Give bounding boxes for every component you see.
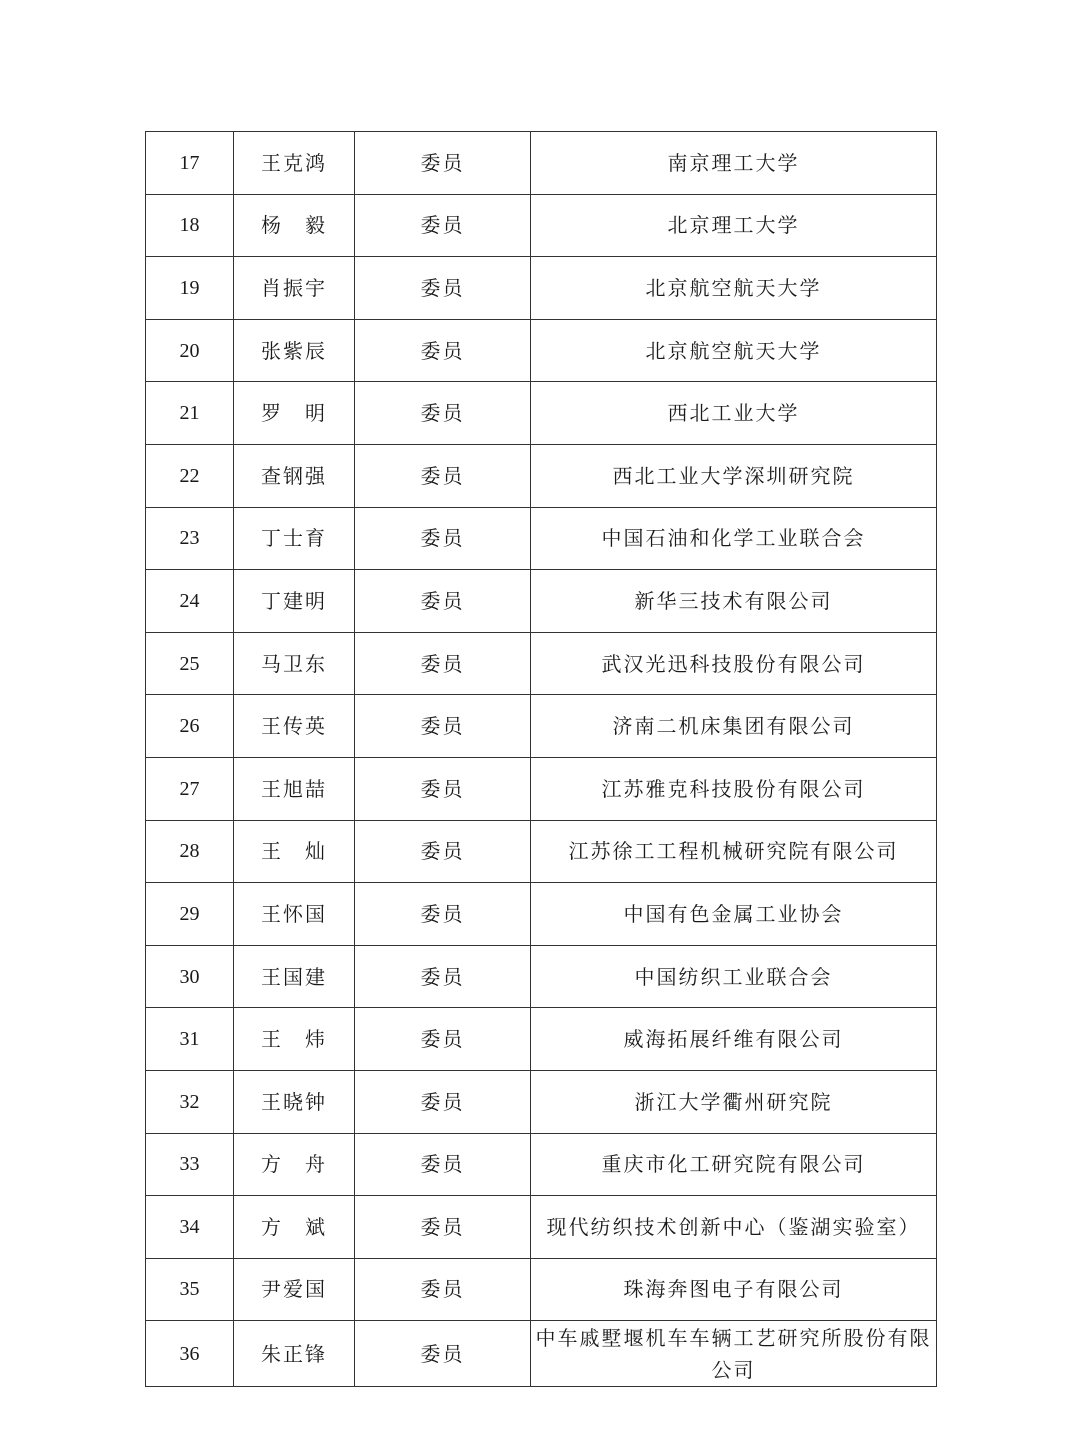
table-row [146, 319, 937, 382]
row-number: 23 [146, 507, 234, 570]
member-organization: 新华三技术有限公司 [531, 570, 937, 633]
row-number: 26 [146, 695, 234, 758]
table-row [146, 382, 937, 445]
member-name: 丁建明 [234, 570, 355, 633]
row-number: 25 [146, 632, 234, 695]
member-role: 委员 [355, 194, 531, 257]
table-row [146, 1321, 937, 1387]
table-row [146, 444, 937, 507]
member-organization: 北京理工大学 [531, 194, 937, 257]
member-name: 丁士育 [234, 507, 355, 570]
member-name: 方 舟 [234, 1133, 355, 1196]
row-number: 32 [146, 1070, 234, 1133]
member-role: 委员 [355, 883, 531, 946]
member-table-body [146, 132, 937, 1387]
row-number: 21 [146, 382, 234, 445]
table-row [146, 820, 937, 883]
row-number: 22 [146, 444, 234, 507]
row-number: 20 [146, 319, 234, 382]
member-role: 委员 [355, 1258, 531, 1321]
member-name: 罗 明 [234, 382, 355, 445]
member-name: 王旭喆 [234, 757, 355, 820]
table-row [146, 945, 937, 1008]
member-organization: 西北工业大学 [531, 382, 937, 445]
row-number: 30 [146, 945, 234, 1008]
member-organization-text: 中车戚墅堰机车车辆工艺研究所股份有限公司 [535, 1325, 932, 1382]
row-number: 27 [146, 757, 234, 820]
member-role: 委员 [355, 1008, 531, 1071]
member-organization: 中国有色金属工业协会 [531, 883, 937, 946]
member-organization: 北京航空航天大学 [531, 319, 937, 382]
member-organization: 江苏雅克科技股份有限公司 [531, 757, 937, 820]
row-number: 18 [146, 194, 234, 257]
member-organization: 珠海奔图电子有限公司 [531, 1258, 937, 1321]
member-name: 王怀国 [234, 883, 355, 946]
member-name: 王晓钟 [234, 1070, 355, 1133]
member-organization: 武汉光迅科技股份有限公司 [531, 632, 937, 695]
member-name: 查钢强 [234, 444, 355, 507]
member-name: 马卫东 [234, 632, 355, 695]
table-row [146, 132, 937, 195]
table-row [146, 1133, 937, 1196]
member-organization: 现代纺织技术创新中心（鉴湖实验室） [531, 1196, 937, 1259]
member-role: 委员 [355, 319, 531, 382]
member-role: 委员 [355, 382, 531, 445]
member-name: 王传英 [234, 695, 355, 758]
member-organization: 西北工业大学深圳研究院 [531, 444, 937, 507]
member-name: 朱正锋 [234, 1321, 355, 1387]
member-name: 杨 毅 [234, 194, 355, 257]
member-role: 委员 [355, 570, 531, 633]
member-organization: 中国纺织工业联合会 [531, 945, 937, 1008]
member-name: 尹爱国 [234, 1258, 355, 1321]
row-number: 33 [146, 1133, 234, 1196]
table-row [146, 1008, 937, 1071]
member-organization: 浙江大学衢州研究院 [531, 1070, 937, 1133]
table-row [146, 1258, 937, 1321]
member-organization: 济南二机床集团有限公司 [531, 695, 937, 758]
member-name: 王 灿 [234, 820, 355, 883]
table-row [146, 757, 937, 820]
member-role: 委员 [355, 1321, 531, 1387]
table-row [146, 1070, 937, 1133]
member-organization: 重庆市化工研究院有限公司 [531, 1133, 937, 1196]
row-number: 31 [146, 1008, 234, 1071]
member-name: 王 炜 [234, 1008, 355, 1071]
table-row [146, 695, 937, 758]
member-role: 委员 [355, 945, 531, 1008]
table-row [146, 883, 937, 946]
member-organization [531, 1321, 937, 1387]
member-role: 委员 [355, 444, 531, 507]
row-number: 29 [146, 883, 234, 946]
member-role: 委员 [355, 632, 531, 695]
row-number: 34 [146, 1196, 234, 1259]
member-name: 王国建 [234, 945, 355, 1008]
row-number: 17 [146, 132, 234, 195]
table-row [146, 632, 937, 695]
table-row [146, 257, 937, 320]
row-number: 24 [146, 570, 234, 633]
member-role: 委员 [355, 1070, 531, 1133]
member-role: 委员 [355, 1196, 531, 1259]
row-number: 19 [146, 257, 234, 320]
row-number: 36 [146, 1321, 234, 1387]
member-organization: 威海拓展纤维有限公司 [531, 1008, 937, 1071]
row-number: 35 [146, 1258, 234, 1321]
member-role: 委员 [355, 1133, 531, 1196]
member-role: 委员 [355, 507, 531, 570]
member-role: 委员 [355, 820, 531, 883]
table-row [146, 507, 937, 570]
member-role: 委员 [355, 257, 531, 320]
member-organization: 中国石油和化学工业联合会 [531, 507, 937, 570]
table-row [146, 1196, 937, 1259]
member-role: 委员 [355, 695, 531, 758]
member-organization: 北京航空航天大学 [531, 257, 937, 320]
member-organization: 江苏徐工工程机械研究院有限公司 [531, 820, 937, 883]
member-name: 方 斌 [234, 1196, 355, 1259]
member-name: 张紫辰 [234, 319, 355, 382]
row-number: 28 [146, 820, 234, 883]
member-organization: 南京理工大学 [531, 132, 937, 195]
table-row [146, 570, 937, 633]
member-table [145, 131, 937, 1387]
member-name: 肖振宇 [234, 257, 355, 320]
table-row [146, 194, 937, 257]
member-name: 王克鸿 [234, 132, 355, 195]
member-role: 委员 [355, 757, 531, 820]
member-role: 委员 [355, 132, 531, 195]
